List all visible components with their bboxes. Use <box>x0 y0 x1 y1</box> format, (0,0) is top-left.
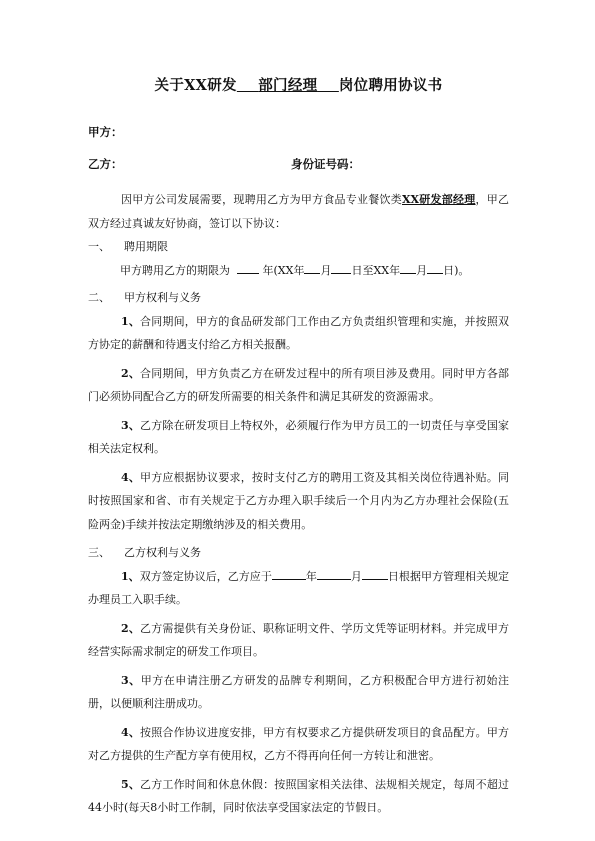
section-1-heading <box>88 235 509 259</box>
blank-sign-day <box>362 567 388 580</box>
item-text: 乙方需提供有关身份证、职称证明文件、学历文凭等证明材料。并完成甲方经营实际需求制定的研发工作项目。 <box>88 621 509 658</box>
section-2-heading <box>88 286 509 310</box>
item-text: 乙方除在研发项目上特权外，必须履行作为甲方员工的一切责任与享受国家相关法定权利。 <box>88 418 509 455</box>
term-text-2: 年(XX年 <box>262 263 305 277</box>
item-text: 日根据甲方管理相关规定办理员工入职手续。 <box>88 569 510 606</box>
item-text: 合同期间，甲方负责乙方在研发过程中的所有项目涉及费用。同时甲方各部门必须协同配合乙方的研发所需要的相关条件和满足其研发的资源需求。 <box>88 366 509 403</box>
section-3-item <box>88 721 509 768</box>
term-text-6: 日)。 <box>443 263 470 277</box>
section-2-item <box>88 466 509 537</box>
item-number: 4、 <box>121 725 141 739</box>
section-3-item <box>88 669 509 716</box>
item-number: 2、 <box>121 621 141 635</box>
term-text-1: 甲方聘用乙方的期限为 <box>120 263 230 277</box>
blank-end-day <box>427 261 443 274</box>
item-text: 甲方在申请注册乙方研发的品牌专利期间，乙方积极配合甲方进行初始注册，以便顺利注册成功。 <box>88 673 510 710</box>
term-text-5: 月 <box>416 263 428 277</box>
party-b-row <box>88 153 509 175</box>
party-a-label: 甲方： <box>88 125 123 139</box>
document-title <box>88 74 509 95</box>
section-1-number: 一、 <box>88 240 110 253</box>
section-2-number: 二、 <box>88 291 110 304</box>
blank-sign-month <box>317 567 351 580</box>
title-role <box>237 77 339 94</box>
section-3-number: 三、 <box>88 546 110 559</box>
item-text: 合同期间，甲方的食品研发部门工作由乙方负责组织管理和实施，并按照双方协定的薪酬和待遇支付给乙方相关报酬。 <box>88 314 509 351</box>
section-2-item <box>88 414 509 461</box>
section-2-title: 甲方权利与义务 <box>124 291 201 304</box>
intro-paragraph <box>88 188 509 235</box>
section-3-heading <box>88 541 509 565</box>
item-number: 5、 <box>121 777 141 791</box>
intro-position: XX研发部经理 <box>402 193 476 206</box>
blank-start-day <box>331 261 351 274</box>
section-3-item <box>88 565 509 612</box>
title-prefix: 关于XX研发 <box>154 77 237 94</box>
item-number: 1、 <box>121 569 140 583</box>
item-text: 双方签定协议后，乙方应于 <box>139 569 272 583</box>
section-3-title: 乙方权利与义务 <box>124 546 201 559</box>
item-text: 乙方工作时间和休息休假：按照国家相关法律、法规相关规定，每周不超过44小时(每天8小时工作制，同时依法享受国家法定的节假日。 <box>88 777 509 814</box>
item-text: 年 <box>305 569 317 583</box>
item-number: 3、 <box>121 673 141 687</box>
section-2-item <box>88 362 509 409</box>
blank-years <box>237 261 259 274</box>
section-3-item <box>88 617 509 664</box>
item-text: 甲方应根据协议要求，按时支付乙方的聘用工资及其相关岗位待遇补贴。同时按照国家和省、市有关规定于乙方办理入职手续后一个月内为乙方办理社会保险(五险两金)手续并按法定期缴纳涉及的相关费用。 <box>88 470 509 531</box>
term-line <box>88 259 509 283</box>
title-suffix: 岗位聘用协议书 <box>338 77 443 94</box>
intro-text-1: 因甲方公司发展需要，现聘用乙方为甲方食品专业餐饮类 <box>121 193 402 206</box>
item-number: 2、 <box>121 366 141 380</box>
section-3-item <box>88 773 509 820</box>
item-text: 按照合作协议进度安排，甲方有权要求乙方提供研发项目的食品配方。甲方对乙方提供的生产配方享有使用权，乙方不得再向任何一方转让和泄密。 <box>88 725 509 762</box>
blank-start-month <box>304 261 320 274</box>
id-number-label: 身份证号码： <box>291 157 360 171</box>
item-number: 3、 <box>121 418 141 432</box>
section-1-title: 聘用期限 <box>124 240 168 253</box>
term-text-4: 日至XX年 <box>351 263 401 277</box>
title-role-text: 部门经理 <box>258 77 318 94</box>
item-number: 1、 <box>121 314 141 328</box>
blank-end-month <box>400 261 416 274</box>
item-text: 月 <box>350 569 362 583</box>
item-number: 4、 <box>121 470 141 484</box>
party-b-label: 乙方： <box>88 157 123 171</box>
term-text-3: 月 <box>320 263 332 277</box>
intro-text-2: ，甲乙双方经过真诚友好协商，签订以下协议： <box>88 193 509 230</box>
section-2-item <box>88 310 509 357</box>
blank-sign-year <box>272 567 306 580</box>
